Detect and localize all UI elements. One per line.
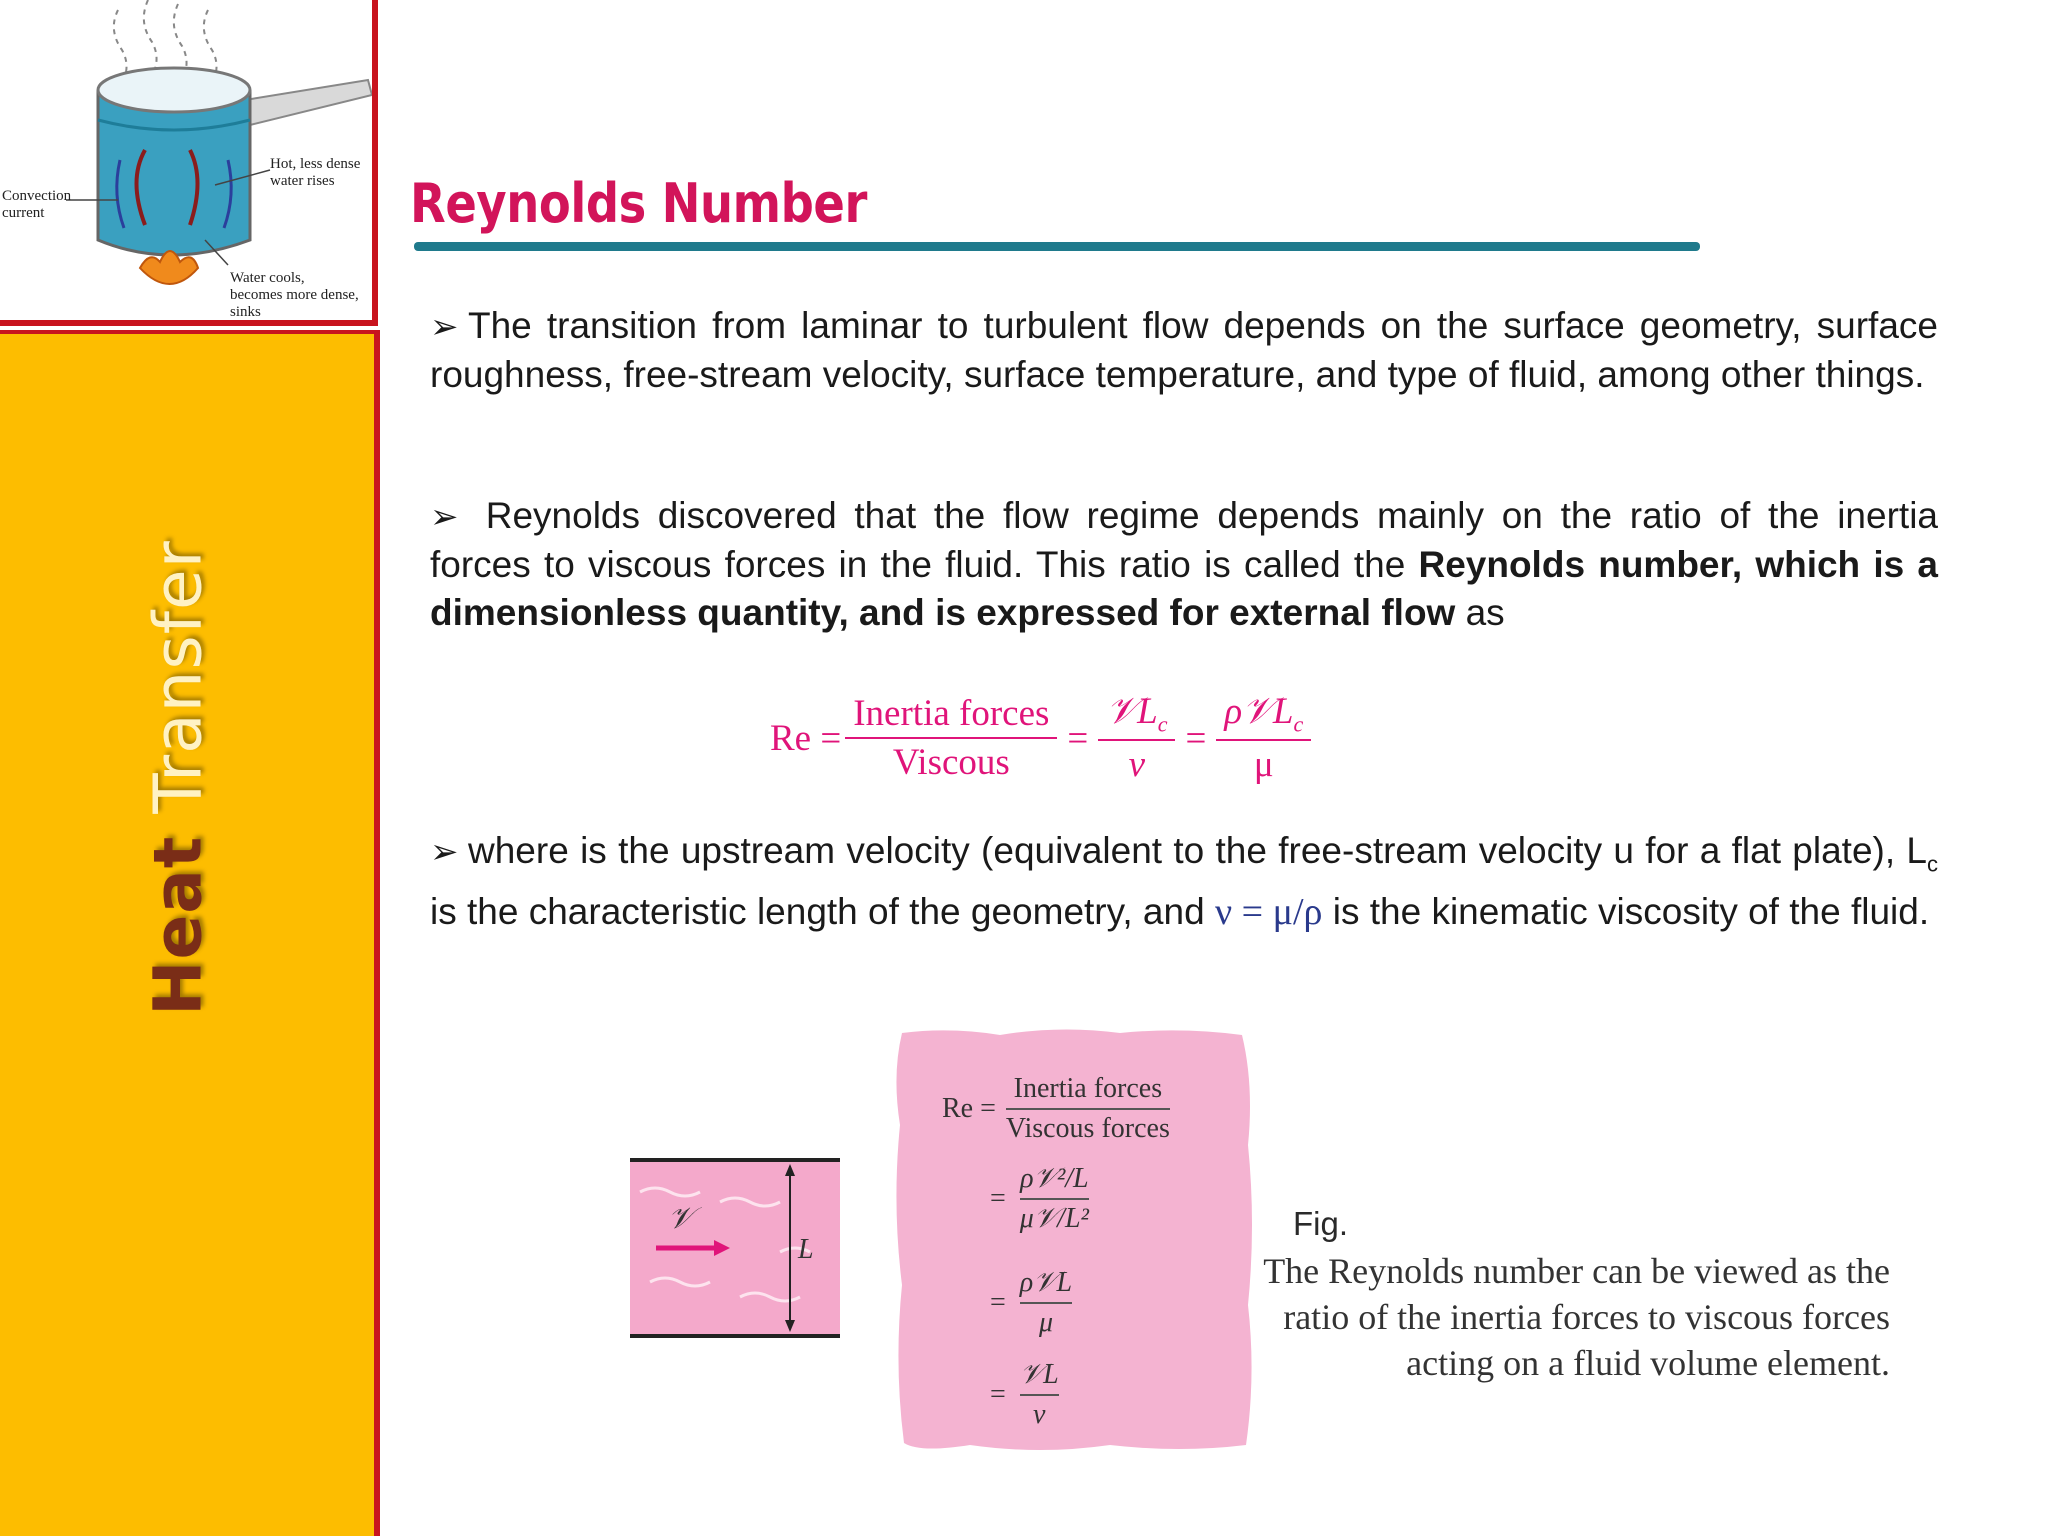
- equation-fraction-2-den: ν: [1098, 739, 1175, 786]
- reynolds-derivation-panel: [890, 1025, 1258, 1455]
- panel-fraction-1-den: Viscous forces: [1006, 1108, 1170, 1145]
- paragraph-2-bold: Reynolds number, which is a dimensionless quantity, and is expressed for external flow: [430, 544, 1938, 633]
- panel-equals-3: =: [990, 1379, 1006, 1410]
- panel-fraction-4: [1020, 1359, 1059, 1431]
- panel-fraction-3-num: ρ𝒱L: [1019, 1267, 1073, 1298]
- paragraph-1: [430, 302, 1938, 399]
- panel-fraction-2-den: μ𝒱/L²: [1020, 1198, 1089, 1235]
- arrow-bullet-icon: ➢: [430, 833, 459, 871]
- equation-fraction-2-num: 𝒱L: [1106, 691, 1158, 732]
- equation-equals-2: =: [1185, 717, 1207, 759]
- paragraph-1-text: The transition from laminar to turbulent flow depends on the surface geometry, surface roughness, free-stream velocity, surface temperature, and type of fluid, among other things.: [430, 305, 1938, 395]
- panel-fraction-2-num: ρ𝒱²/L: [1020, 1163, 1089, 1194]
- paragraph-3-text-a: where is the upstream velocity (equivalent to the free-stream velocity u for a flat plate), L: [468, 830, 1927, 871]
- panel-fraction-3: [1020, 1267, 1072, 1339]
- equation-equals-1: =: [1067, 717, 1089, 759]
- flow-diagram: [630, 1158, 840, 1338]
- reynolds-equation: [770, 690, 1315, 786]
- flow-velocity-label: 𝒱: [668, 1202, 693, 1235]
- figure-label: Fig.: [1293, 1205, 1349, 1242]
- arrow-bullet-icon: ➢: [430, 498, 459, 536]
- panel-fraction-2: [1020, 1163, 1089, 1235]
- figure-caption: The Reynolds number can be viewed as the ratio of the inertia forces to viscous forces acting on a fluid volume element.: [1263, 1251, 1890, 1383]
- panel-equals-2: =: [990, 1287, 1006, 1318]
- sidebar-title-word-2: Transfer: [139, 540, 217, 814]
- panel-equals-1: =: [990, 1183, 1006, 1214]
- pot-label-cool: Water cools, becomes more dense, sinks: [230, 270, 359, 320]
- title-underline: [414, 242, 1700, 251]
- equation-fraction-3-den: μ: [1216, 739, 1311, 786]
- panel-lhs: Re =: [942, 1093, 996, 1124]
- equation-lhs: Re =: [770, 717, 842, 759]
- paragraph-3-text-c: is the kinematic viscosity of the fluid.: [1322, 891, 1930, 933]
- panel-fraction-4-num: 𝒱L: [1019, 1359, 1059, 1390]
- panel-fraction-4-den: ν: [1020, 1394, 1059, 1431]
- arrow-bullet-icon: ➢: [430, 308, 459, 346]
- equation-fraction-1-num: Inertia forces: [853, 693, 1050, 735]
- equation-fraction-3-num: ρ𝒱L: [1224, 691, 1294, 732]
- paragraph-3-sub: c: [1927, 851, 1938, 877]
- sidebar-title-word-1: Heat: [139, 835, 217, 1016]
- pot-label-hot: Hot, less dense water rises: [270, 156, 361, 189]
- sidebar-title: [140, 540, 217, 1015]
- paragraph-2-text: Reynolds discovered that the flow regime depends mainly on the ratio of the inertia forces to viscous forces in the fluid. This ratio is called the: [430, 495, 1938, 585]
- page-title: Reynolds Number: [410, 172, 867, 235]
- equation-fraction-1-den: Viscous: [845, 737, 1057, 784]
- paragraph-3-text-b: is the characteristic length of the geometry, and: [430, 891, 1215, 933]
- panel-fraction-1: [1006, 1073, 1170, 1145]
- paragraph-2: [430, 492, 1938, 637]
- equation-fraction-3-sub: c: [1293, 711, 1304, 737]
- panel-fraction-3-den: μ: [1020, 1302, 1072, 1339]
- equation-fraction-1: [849, 692, 1053, 784]
- panel-fraction-1-num: Inertia forces: [1013, 1073, 1163, 1104]
- paragraph-2-tail: as: [1455, 592, 1505, 633]
- pot-illustration: [0, 0, 378, 326]
- paragraph-3: [430, 827, 1938, 936]
- pot-label-convection: Convection current: [2, 188, 72, 221]
- kinematic-viscosity-formula: ν = μ/ρ: [1214, 891, 1323, 934]
- equation-fraction-2-sub: c: [1157, 711, 1168, 737]
- equation-fraction-3: [1220, 690, 1307, 786]
- equation-fraction-2: [1102, 690, 1171, 786]
- flow-length-label: L: [798, 1234, 814, 1265]
